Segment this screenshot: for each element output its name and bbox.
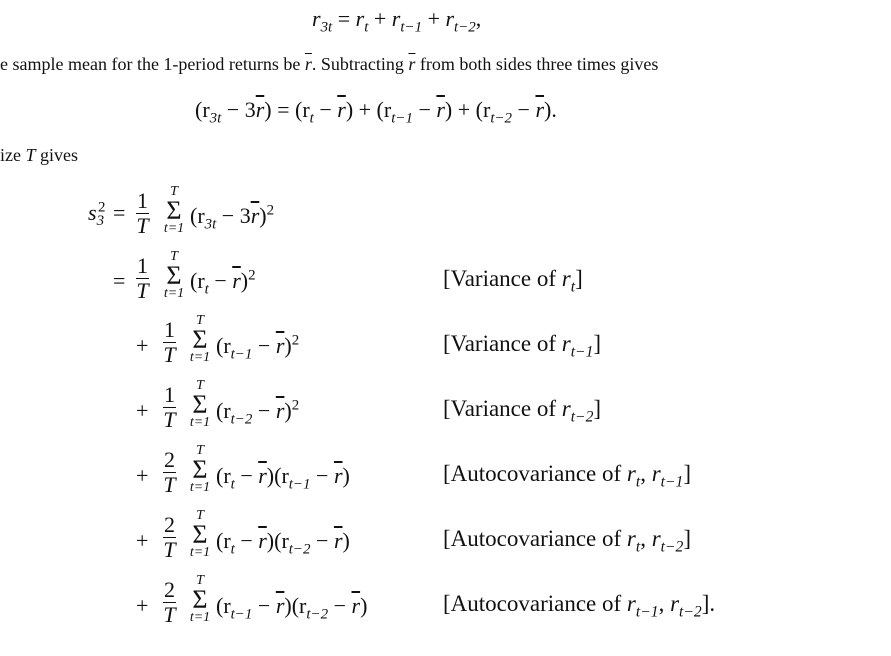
subscript: t−2: [230, 411, 253, 428]
denominator: T: [163, 342, 176, 367]
sum-upper: T: [196, 573, 204, 588]
subscript: t: [635, 538, 641, 556]
sum-upper: T: [196, 508, 204, 523]
operator: [136, 593, 148, 619]
annotation-autocovariance: [443, 461, 692, 491]
subscript: t−2: [288, 541, 311, 558]
var-r: r: [670, 591, 680, 616]
text: [Autocovariance of: [443, 591, 627, 616]
text: ) + (r: [444, 97, 491, 122]
r-bar: $\overline{r}$: [258, 528, 267, 553]
r-bar: $\overline{r}$: [408, 54, 416, 74]
operator: [136, 333, 148, 359]
sum-lower: t=1: [189, 415, 211, 431]
r-bar: $\overline{r}$: [333, 463, 343, 488]
fraction-1-over-T: [163, 384, 176, 431]
numerator: 1: [137, 188, 148, 213]
text: e sample mean for the 1-period returns be: [0, 54, 305, 74]
operator: [113, 268, 125, 294]
text: −: [310, 463, 334, 488]
summation: [161, 185, 187, 236]
text: ).: [544, 97, 557, 122]
paragraph-sample-mean: [0, 54, 658, 75]
subscript: t−2: [490, 110, 513, 127]
operator: [136, 398, 148, 424]
var-r: r: [312, 6, 321, 31]
subscript: t−1: [230, 346, 253, 363]
denominator: T: [163, 407, 176, 432]
var-s: s: [88, 200, 97, 225]
var-r: r: [561, 266, 571, 291]
subscript: t−2: [570, 408, 594, 426]
sigma-icon: Σ: [166, 196, 182, 225]
text: [Variance of: [443, 396, 562, 421]
fraction-2-over-T: [163, 579, 176, 626]
equation-r3t-definition: $r_{3t} = r_t + r_{t-1} + r_{t-2}$,: [312, 6, 482, 36]
subscript: t−1: [288, 476, 311, 493]
text: − 3: [216, 203, 251, 228]
text: [Variance of: [443, 266, 562, 291]
operator: +: [136, 333, 149, 358]
text: ]: [593, 396, 602, 421]
paragraph-sample-size: [0, 145, 78, 166]
text: (r: [190, 268, 205, 293]
text: ]: [593, 331, 602, 356]
text: − 3: [221, 97, 256, 122]
summation: [187, 574, 213, 625]
var-r: r: [626, 526, 636, 551]
fraction-1-over-T: [163, 319, 176, 366]
text: −: [310, 528, 334, 553]
summation: [161, 250, 187, 301]
text: ): [360, 593, 368, 618]
text: −: [252, 333, 276, 358]
text: ) + (r: [345, 97, 392, 122]
annotation-autocovariance: [443, 591, 716, 621]
subscript: t−1: [635, 603, 659, 621]
subscript: t−1: [660, 473, 684, 491]
text: −: [234, 528, 259, 553]
text: [Autocovariance of: [443, 526, 627, 551]
sigma-icon: Σ: [192, 455, 208, 484]
numerator: 2: [164, 447, 175, 472]
subscript: t−1: [400, 19, 423, 36]
r-bar: $\overline{r}$: [275, 593, 285, 618]
operator: +: [136, 463, 149, 488]
numerator: 1: [164, 317, 175, 342]
numerator: 1: [137, 253, 148, 278]
text: ]: [683, 526, 692, 551]
expression: [216, 593, 368, 623]
var-r: r: [561, 396, 571, 421]
text: from both sides three times gives: [415, 54, 659, 74]
summation: [187, 444, 213, 495]
text: ) = (r: [264, 97, 310, 122]
sum-lower: t=1: [189, 610, 211, 626]
fraction-2-over-T: [163, 449, 176, 496]
operator: +: [136, 593, 149, 618]
text: ): [342, 528, 350, 553]
fraction-1-over-T: [136, 255, 149, 302]
var-r: r: [651, 526, 661, 551]
sum-upper: T: [196, 378, 204, 393]
subscript: 3t: [209, 110, 222, 127]
denominator: T: [136, 278, 149, 303]
text: (r: [216, 593, 231, 618]
subscript: t−2: [679, 603, 702, 621]
expression: [216, 528, 350, 558]
var-r: r: [391, 6, 401, 31]
subscript: t−2: [306, 606, 329, 623]
sum-lower: t=1: [189, 480, 211, 496]
superscript: 2: [291, 332, 300, 349]
text: −: [313, 97, 338, 122]
subscript: 3t: [320, 19, 333, 36]
r-bar: $\overline{r}$: [535, 97, 545, 122]
sigma-icon: Σ: [192, 390, 208, 419]
annotation-variance: [443, 331, 602, 361]
annotation-variance: [443, 396, 602, 426]
subscript: t: [204, 281, 209, 298]
numerator: 2: [164, 512, 175, 537]
sum-upper: T: [196, 313, 204, 328]
text: (r: [190, 203, 205, 228]
text: ,: [640, 461, 652, 486]
text: ): [284, 398, 292, 423]
text: −: [252, 593, 276, 618]
subscript: t−1: [570, 343, 594, 361]
subscript: t: [309, 110, 314, 127]
var-r: r: [626, 591, 636, 616]
operator: [136, 463, 148, 489]
sum-upper: T: [170, 249, 178, 264]
expression: [216, 397, 300, 428]
denominator: T: [163, 472, 176, 497]
superscript: 2: [291, 397, 300, 414]
text: (r: [195, 97, 210, 122]
operator: [136, 528, 148, 554]
fraction-2-over-T: [163, 514, 176, 561]
summation: [187, 314, 213, 365]
var-r: r: [355, 6, 365, 31]
var-r: r: [651, 461, 661, 486]
r-bar: $\overline{r}$: [232, 268, 241, 293]
s3-squared: [88, 199, 106, 230]
operator: =: [113, 200, 126, 225]
equals-sign: [113, 200, 125, 226]
summation: [187, 509, 213, 560]
sum-lower: t=1: [163, 221, 185, 237]
sigma-icon: Σ: [166, 261, 182, 290]
text: (r: [216, 528, 231, 553]
sum-upper: T: [196, 443, 204, 458]
r-bar: $\overline{r}$: [337, 97, 346, 122]
text: ): [342, 463, 350, 488]
fraction-1-over-T: [136, 190, 149, 237]
operator: +: [136, 398, 149, 423]
text: −: [234, 463, 259, 488]
sum-lower: t=1: [163, 286, 185, 302]
text: ): [240, 268, 249, 293]
denominator: T: [163, 537, 176, 562]
text: ize: [0, 145, 26, 165]
r-bar: $\overline{r}$: [275, 398, 285, 423]
r-bar: $\overline{r}$: [436, 97, 445, 122]
sigma-icon: Σ: [192, 585, 208, 614]
r-bar: $\overline{r}$: [255, 97, 265, 122]
text: ].: [701, 591, 716, 616]
r-bar: $\overline{r}$: [250, 203, 260, 228]
superscript: 2: [248, 267, 256, 284]
text: (r: [216, 463, 231, 488]
superscript: 2: [98, 199, 106, 216]
annotation-autocovariance: [443, 526, 692, 556]
text: )(r: [284, 593, 307, 618]
var-T: T: [25, 145, 36, 165]
expression: [190, 202, 275, 233]
var-r: r: [561, 331, 571, 356]
operator: =: [113, 268, 126, 293]
r-bar: $\overline{r}$: [304, 54, 312, 74]
text: ]: [683, 461, 692, 486]
summation: [187, 379, 213, 430]
text: ,: [658, 591, 671, 616]
annotation-variance: [443, 266, 583, 296]
sum-lower: t=1: [189, 545, 211, 561]
subscript: t−2: [660, 538, 684, 556]
text: )(r: [266, 528, 289, 553]
sum-lower: t=1: [189, 350, 211, 366]
r-bar: $\overline{r}$: [258, 463, 267, 488]
r-bar: $\overline{r}$: [333, 528, 343, 553]
text: −: [512, 97, 536, 122]
text: . Subtracting: [311, 54, 409, 74]
operator: +: [136, 528, 149, 553]
text: ): [259, 203, 267, 228]
text: )(r: [266, 463, 289, 488]
denominator: T: [136, 213, 149, 238]
sigma-icon: Σ: [192, 520, 208, 549]
text: −: [412, 97, 437, 122]
comma: ,: [475, 6, 482, 31]
equation-demeaned: [195, 97, 557, 127]
subscript: t−1: [391, 110, 413, 127]
subscript: t−2: [454, 19, 476, 36]
text: −: [208, 268, 233, 293]
subscript: t−1: [230, 606, 253, 623]
text: (r: [216, 398, 231, 423]
text: (r: [216, 333, 231, 358]
text: ,: [640, 526, 652, 551]
text: ): [284, 333, 292, 358]
r-bar: $\overline{r}$: [275, 333, 285, 358]
text: [Variance of: [443, 331, 562, 356]
expression: [190, 267, 256, 298]
expression: [216, 463, 350, 493]
text: −: [252, 398, 276, 423]
var-r: r: [626, 461, 636, 486]
sum-upper: T: [170, 184, 178, 199]
subscript: t: [364, 19, 369, 36]
text: gives: [35, 145, 78, 165]
text: [Autocovariance of: [443, 461, 627, 486]
text: ]: [575, 266, 583, 291]
expression: [216, 332, 300, 363]
subscript: 3t: [204, 216, 217, 233]
numerator: 1: [164, 382, 175, 407]
subscript: 3: [96, 213, 105, 230]
numerator: 2: [164, 577, 175, 602]
subscript: t: [635, 473, 641, 491]
var-r: r: [445, 6, 455, 31]
superscript: 2: [266, 202, 275, 219]
denominator: T: [163, 602, 176, 627]
subscript: t: [570, 278, 576, 296]
r-bar: $\overline{r}$: [351, 593, 361, 618]
subscript: t: [230, 476, 235, 493]
sigma-icon: Σ: [192, 325, 208, 354]
subscript: t: [230, 541, 235, 558]
text: −: [328, 593, 352, 618]
